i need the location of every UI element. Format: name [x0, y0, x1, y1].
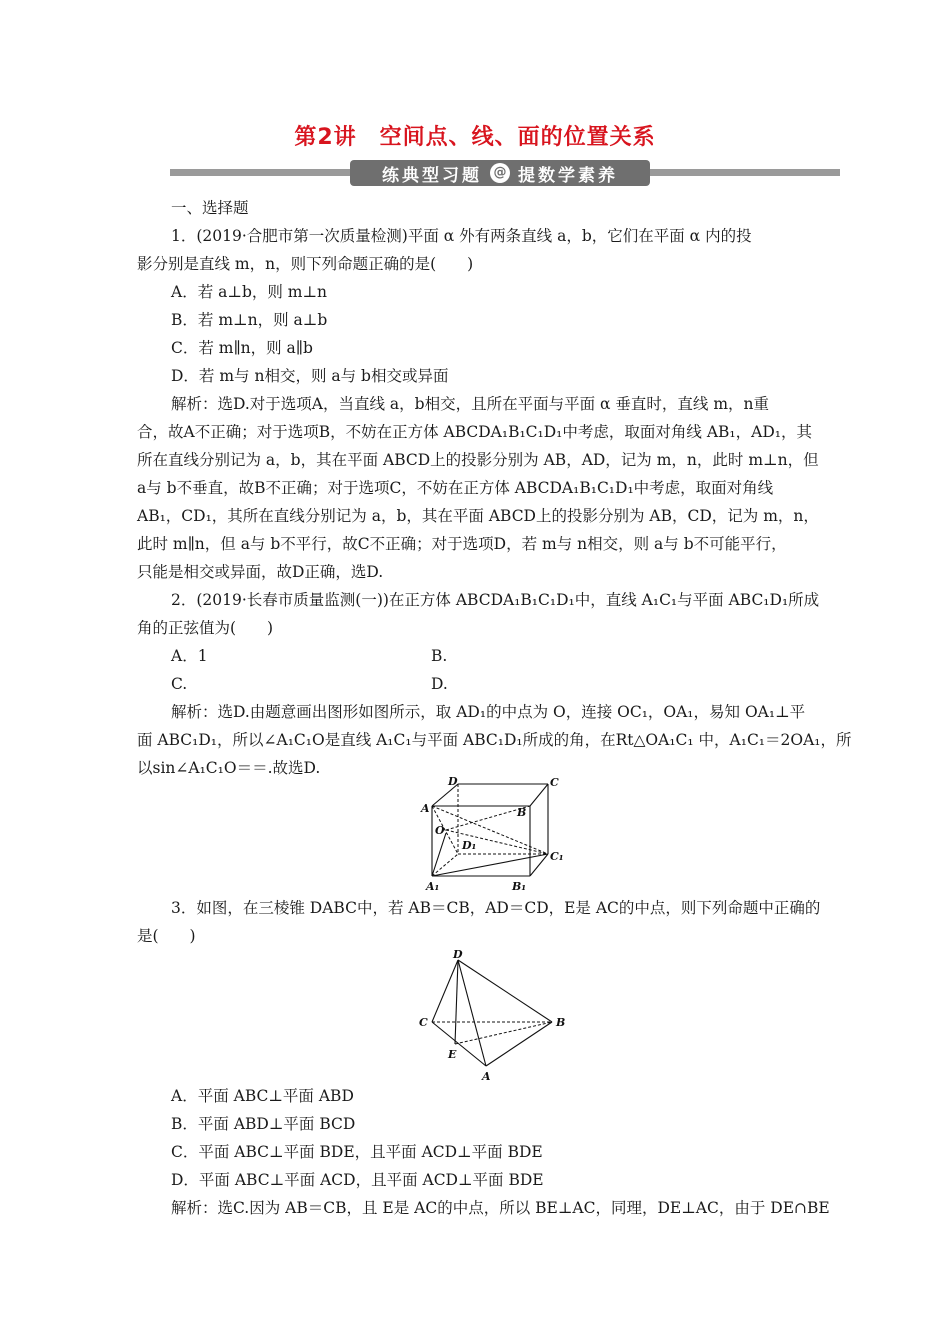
- cube-label-B: B: [517, 806, 527, 819]
- banner-left-text: 练典型习题: [382, 165, 482, 186]
- q1-solution-line3: 所在直线分别记为 a，b，其在平面 ABCD上的投影分别为 AB，AD，记为 m，n，此时 m⊥n，但: [137, 451, 819, 469]
- q3-option-d: D．平面 ABC⊥平面 ACD，且平面 ACD⊥平面 BDE: [171, 1171, 544, 1189]
- q1-solution-line7: 只能是相交或异面，故D正确，选D.: [137, 563, 384, 581]
- banner-bar-left: [170, 169, 350, 176]
- q2-solution-line1: 解析：选D.由题意画出图形如图所示，取 AD₁的中点为 O，连接 OC₁，OA₁，易知 OA₁⊥平: [171, 703, 806, 721]
- banner-right-text: 提数学素养: [518, 165, 618, 186]
- tetra-label-E: E: [448, 1048, 457, 1061]
- q3-option-c: C．平面 ABC⊥平面 BDE，且平面 ACD⊥平面 BDE: [171, 1143, 543, 1161]
- q1-solution-line1: 解析：选D.对于选项A，当直线 a，b相交，且所在平面与平面 α 垂直时，直线 m，n重: [171, 395, 770, 413]
- cube-label-B1: B₁: [512, 880, 527, 893]
- banner-badge-icon: @: [490, 163, 510, 183]
- q2-solution-line3: 以sin∠A₁C₁O＝＝.故选D.: [137, 759, 321, 777]
- cube-label-D: D: [448, 775, 458, 788]
- cube-label-C1: C₁: [550, 850, 564, 863]
- q1-solution-line2: 合，故A不正确；对于选项B，不妨在正方体 ABCDA₁B₁C₁D₁中考虑，取面对角线 AB₁，AD₁，其: [137, 423, 812, 441]
- q2-option-d: D.: [431, 675, 448, 693]
- q1-solution-line4: a与 b不垂直，故B不正确；对于选项C，不妨在正方体 ABCDA₁B₁C₁D₁中考虑，取面对角线: [137, 479, 774, 497]
- q1-solution-line6: 此时 m∥n，但 a与 b不平行，故C不正确；对于选项D，若 m与 n相交，则 a与 b不可能平行，: [137, 535, 787, 553]
- page-title: 第2讲 空间点、线、面的位置关系: [294, 125, 656, 150]
- q2-option-b: B.: [431, 647, 448, 665]
- cube-label-A1: A₁: [426, 880, 440, 893]
- q3-option-a: A．平面 ABC⊥平面 ABD: [171, 1087, 354, 1105]
- tetra-label-A: A: [482, 1070, 491, 1083]
- cube-figure: [410, 772, 575, 897]
- q2-stem-line2: 角的正弦值为( ): [137, 619, 274, 637]
- tetra-label-B: B: [556, 1016, 566, 1029]
- tetrahedron-figure: [410, 946, 580, 1086]
- q3-stem-line1: 3．如图，在三棱锥 DABC中，若 AB＝CB，AD＝CD，E是 AC的中点，则下列命题中正确的: [171, 899, 821, 917]
- cube-label-O: O: [435, 824, 445, 837]
- q1-option-d: D．若 m与 n相交，则 a与 b相交或异面: [171, 367, 449, 385]
- cube-label-A: A: [421, 802, 430, 815]
- section-heading: 一、选择题: [171, 199, 249, 217]
- q3-stem-line2: 是( ): [137, 927, 196, 945]
- q1-solution-line5: AB₁，CD₁，其所在直线分别记为 a，b，其在平面 ABCD上的投影分别为 AB，CD，记为 m，n，: [137, 507, 819, 525]
- q2-solution-line2: 面 ABC₁D₁，所以∠A₁C₁O是直线 A₁C₁与平面 ABC₁D₁所成的角，在Rt△OA₁C₁ 中，A₁C₁＝2OA₁，所: [137, 731, 852, 749]
- cube-label-C: C: [550, 776, 559, 789]
- q1-stem-line2: 影分别是直线 m，n，则下列命题正确的是( ): [137, 255, 474, 273]
- section-banner: [170, 160, 840, 186]
- q1-option-b: B．若 m⊥n，则 a⊥b: [171, 311, 328, 329]
- tetra-label-D: D: [453, 948, 463, 961]
- q2-stem-line1: 2．(2019·长春市质量监测(一))在正方体 ABCDA₁B₁C₁D₁中，直线 A₁C₁与平面 ABC₁D₁所成: [171, 591, 820, 609]
- tetra-label-C: C: [419, 1016, 428, 1029]
- cube-label-D1: D₁: [462, 839, 477, 852]
- banner-center: [350, 160, 650, 186]
- q2-option-c: C.: [171, 675, 188, 693]
- q2-option-a: A．1: [171, 647, 208, 665]
- banner-bar-right: [650, 169, 840, 176]
- q3-option-b: B．平面 ABD⊥平面 BCD: [171, 1115, 356, 1133]
- q1-option-c: C．若 m∥n，则 a∥b: [171, 339, 313, 357]
- q1-option-a: A．若 a⊥b，则 m⊥n: [171, 283, 328, 301]
- q1-stem-line1: 1．(2019·合肥市第一次质量检测)平面 α 外有两条直线 a，b，它们在平面 α 内的投: [171, 227, 752, 245]
- q3-solution-line1: 解析：选C.因为 AB＝CB，且 E是 AC的中点，所以 BE⊥AC，同理，DE⊥AC，由于 DE∩BE: [171, 1199, 830, 1217]
